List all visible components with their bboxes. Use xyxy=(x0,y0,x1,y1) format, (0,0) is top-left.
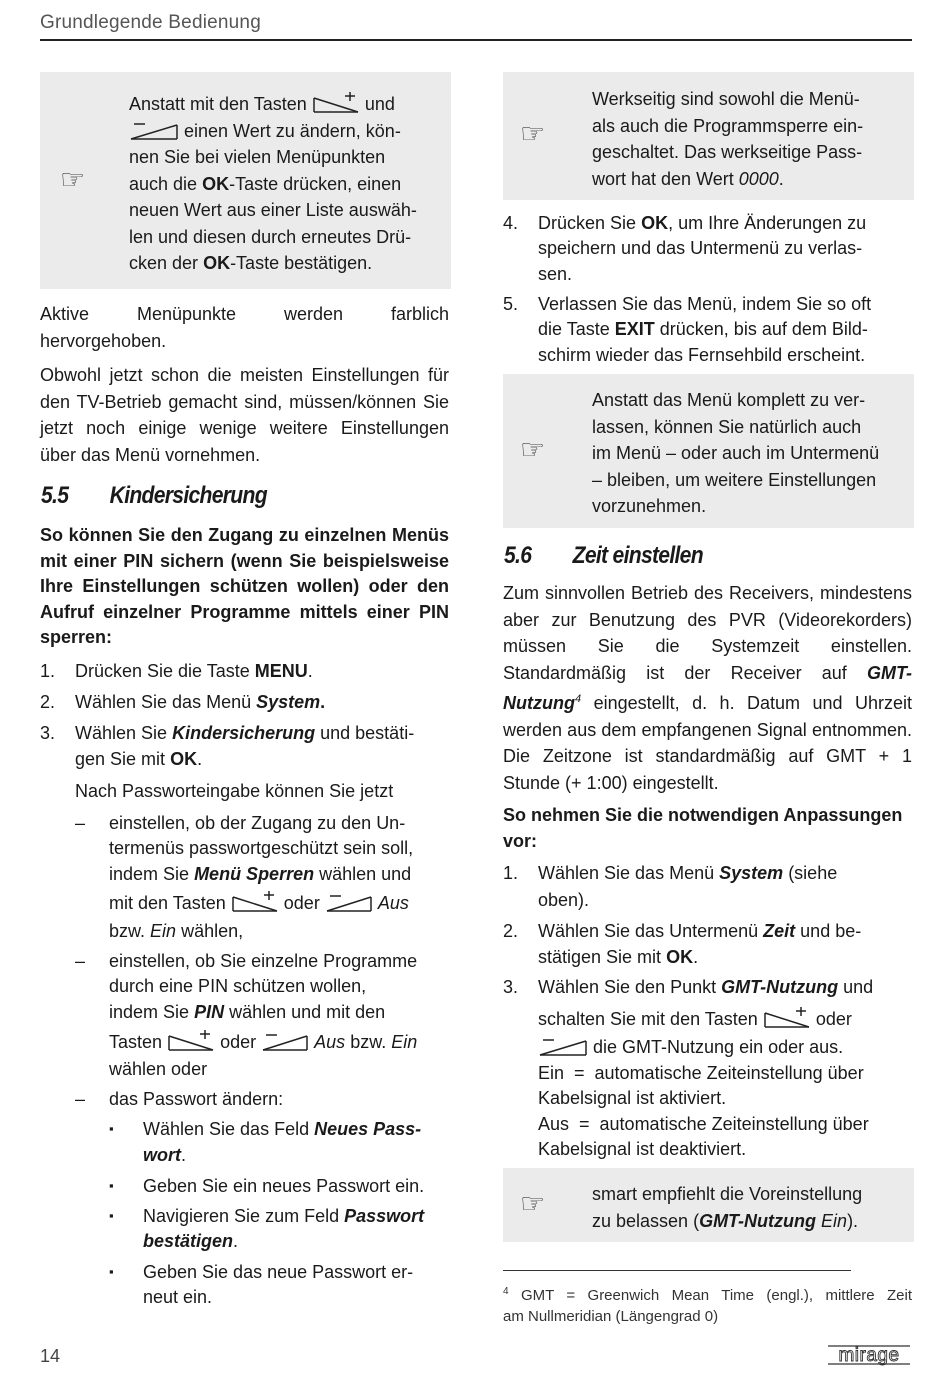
bullet: ▪ xyxy=(109,1178,114,1193)
page-number: 14 xyxy=(40,1346,61,1366)
mirage-logo xyxy=(826,1343,912,1372)
section-heading: 5.6 Zeit einstellen xyxy=(504,542,703,569)
pointing-hand-icon: ☞ xyxy=(520,434,546,465)
svg-text:mirage: mirage xyxy=(838,1345,900,1366)
steps-list: 1. Wählen Sie das Menü System (siehe oben). 2. Wählen Sie das Untermenü Zeit und be- stätigen Sie mit OK. 3. Wählen Sie den Punkt GMT-Nutzung und schalten Sie mit den Tasten oder die GMT-Nutzung ein oder aus. Ein = automatische Zeiteinstellung über Kabelsignal ist aktiviert. Aus = automatische Zeiteinstellung über Kabelsignal ist deaktiviert. xyxy=(503,863,874,1159)
hint-box: ☞ Anstatt das Menü komplett zu ver- lassen, können Sie natürlich auch im Menü – oder auch im Untermenü – bleiben, um weitere Einstellungen vorzunehmen. xyxy=(503,374,914,528)
header-rule xyxy=(40,39,912,41)
section-heading: 5.5 Kindersicherung xyxy=(41,482,267,509)
key-minus-icon xyxy=(325,891,373,913)
steps-list: 1. Drücken Sie die Taste MENU. 2. Wählen Sie das Menü System. 3. Wählen Sie Kindersicherung und bestäti- gen Sie mit OK. Nach Passworteingabe können Sie jetzt – einstellen, ob der Zugang zu den Un- termenüs passwortgeschützt sein soll, indem Sie Menü Sperren wählen und mit den Tasten oder Aus bzw. Ein wählen, – einstellen, ob Sie einzelne Programme durch eine PIN schützen wollen, indem Sie PIN wählen und mit den Tasten oder Aus bzw. Ein wählen oder – das Passwort ändern: ▪ Wählen Sie das Feld Neues Pass- wort. ▪ Geben Sie ein neues Passwort ein. ▪ Navigieren Sie zum Feld Passwort bestätigen. ▪ Geben Sie das neue Passwort er- neut ein. xyxy=(40,661,425,1307)
intro-bold: So nehmen Sie die notwendigen Anpassungen vor: xyxy=(503,805,903,851)
hint-box: ☞ Anstatt mit den Tasten und einen Wert zu ändern, kön- nen Sie bei vielen Menüpunkten auch die OK-Taste drücken, einen neuen Wert aus einer Liste auswäh- len und diesen durch erneutes Drü- cken der OK-Taste bestätigen. xyxy=(40,72,451,289)
bullet: ▪ xyxy=(109,1264,114,1279)
key-plus-icon xyxy=(312,92,360,114)
paragraph: Zum sinnvollen Betrieb des Receivers, mindestens aber zur Benutzung des PVR (Videorekorders) müssen Sie die Systemzeit einstellen. Standardmäßig ist der Receiver auf GMT-Nutzung$^4$ eingestellt, d. h. Datum und Uhrzeit werden aus dem empfangenen Signal entnommen. Die Zeitzone ist standardmäßig auf GMT + 1 Stunde (+ 1:00) eingestellt. xyxy=(503,583,912,793)
key-plus-icon xyxy=(763,1007,811,1029)
key-plus-icon xyxy=(231,891,279,913)
intro-bold: So können Sie den Zugang zu einzelnen Menüs mit einer PIN sichern (wenn Sie beispielsweise Ihre Einstellungen schützen wollen) oder den Aufruf einzelner Programme mittels einer PIN sperren: xyxy=(40,525,449,647)
running-header: Grundlegende Bedienung xyxy=(40,12,261,33)
steps-list: 4. Drücken Sie OK, um Ihre Änderungen zu speichern und das Untermenü zu verlas- sen. 5. Verlassen Sie das Menü, indem Sie so oft die Taste EXIT drücken, bis auf dem Bild- schirm wieder das Fernsehbild erscheint. xyxy=(503,213,872,365)
footnote: $^4$ GMT = Greenwich Mean Time (engl.), mittlere Zeit am Nullmeridian (Längengrad 0) xyxy=(503,1286,913,1325)
paragraph: Aktive Menüpunkte werden farblich hervorgehoben. xyxy=(40,304,449,351)
bullet: ▪ xyxy=(109,1121,114,1136)
key-minus-icon xyxy=(538,1035,588,1057)
bullet: ▪ xyxy=(109,1208,114,1223)
footnote-rule xyxy=(503,1270,851,1271)
pointing-hand-icon: ☞ xyxy=(520,118,546,149)
hint-box: ☞ smart empfiehlt die Voreinstellung zu belassen (GMT-Nutzung Ein). xyxy=(503,1168,914,1242)
key-minus-icon xyxy=(129,119,179,141)
pointing-hand-icon: ☞ xyxy=(520,1188,546,1219)
pointing-hand-icon: ☞ xyxy=(60,164,86,195)
key-minus-icon xyxy=(261,1030,309,1052)
hint-box: ☞ Werkseitig sind sowohl die Menü- als auch die Programmsperre ein- geschaltet. Das werkseitige Pass- wort hat den Wert 0000. xyxy=(503,72,914,200)
key-plus-icon xyxy=(167,1030,215,1052)
paragraph: Obwohl jetzt schon die meisten Einstellungen für den TV-Betrieb gemacht sind, müssen/können Sie jetzt noch einige wenige weitere Einstellungen über das Menü vornehmen. xyxy=(40,365,449,465)
